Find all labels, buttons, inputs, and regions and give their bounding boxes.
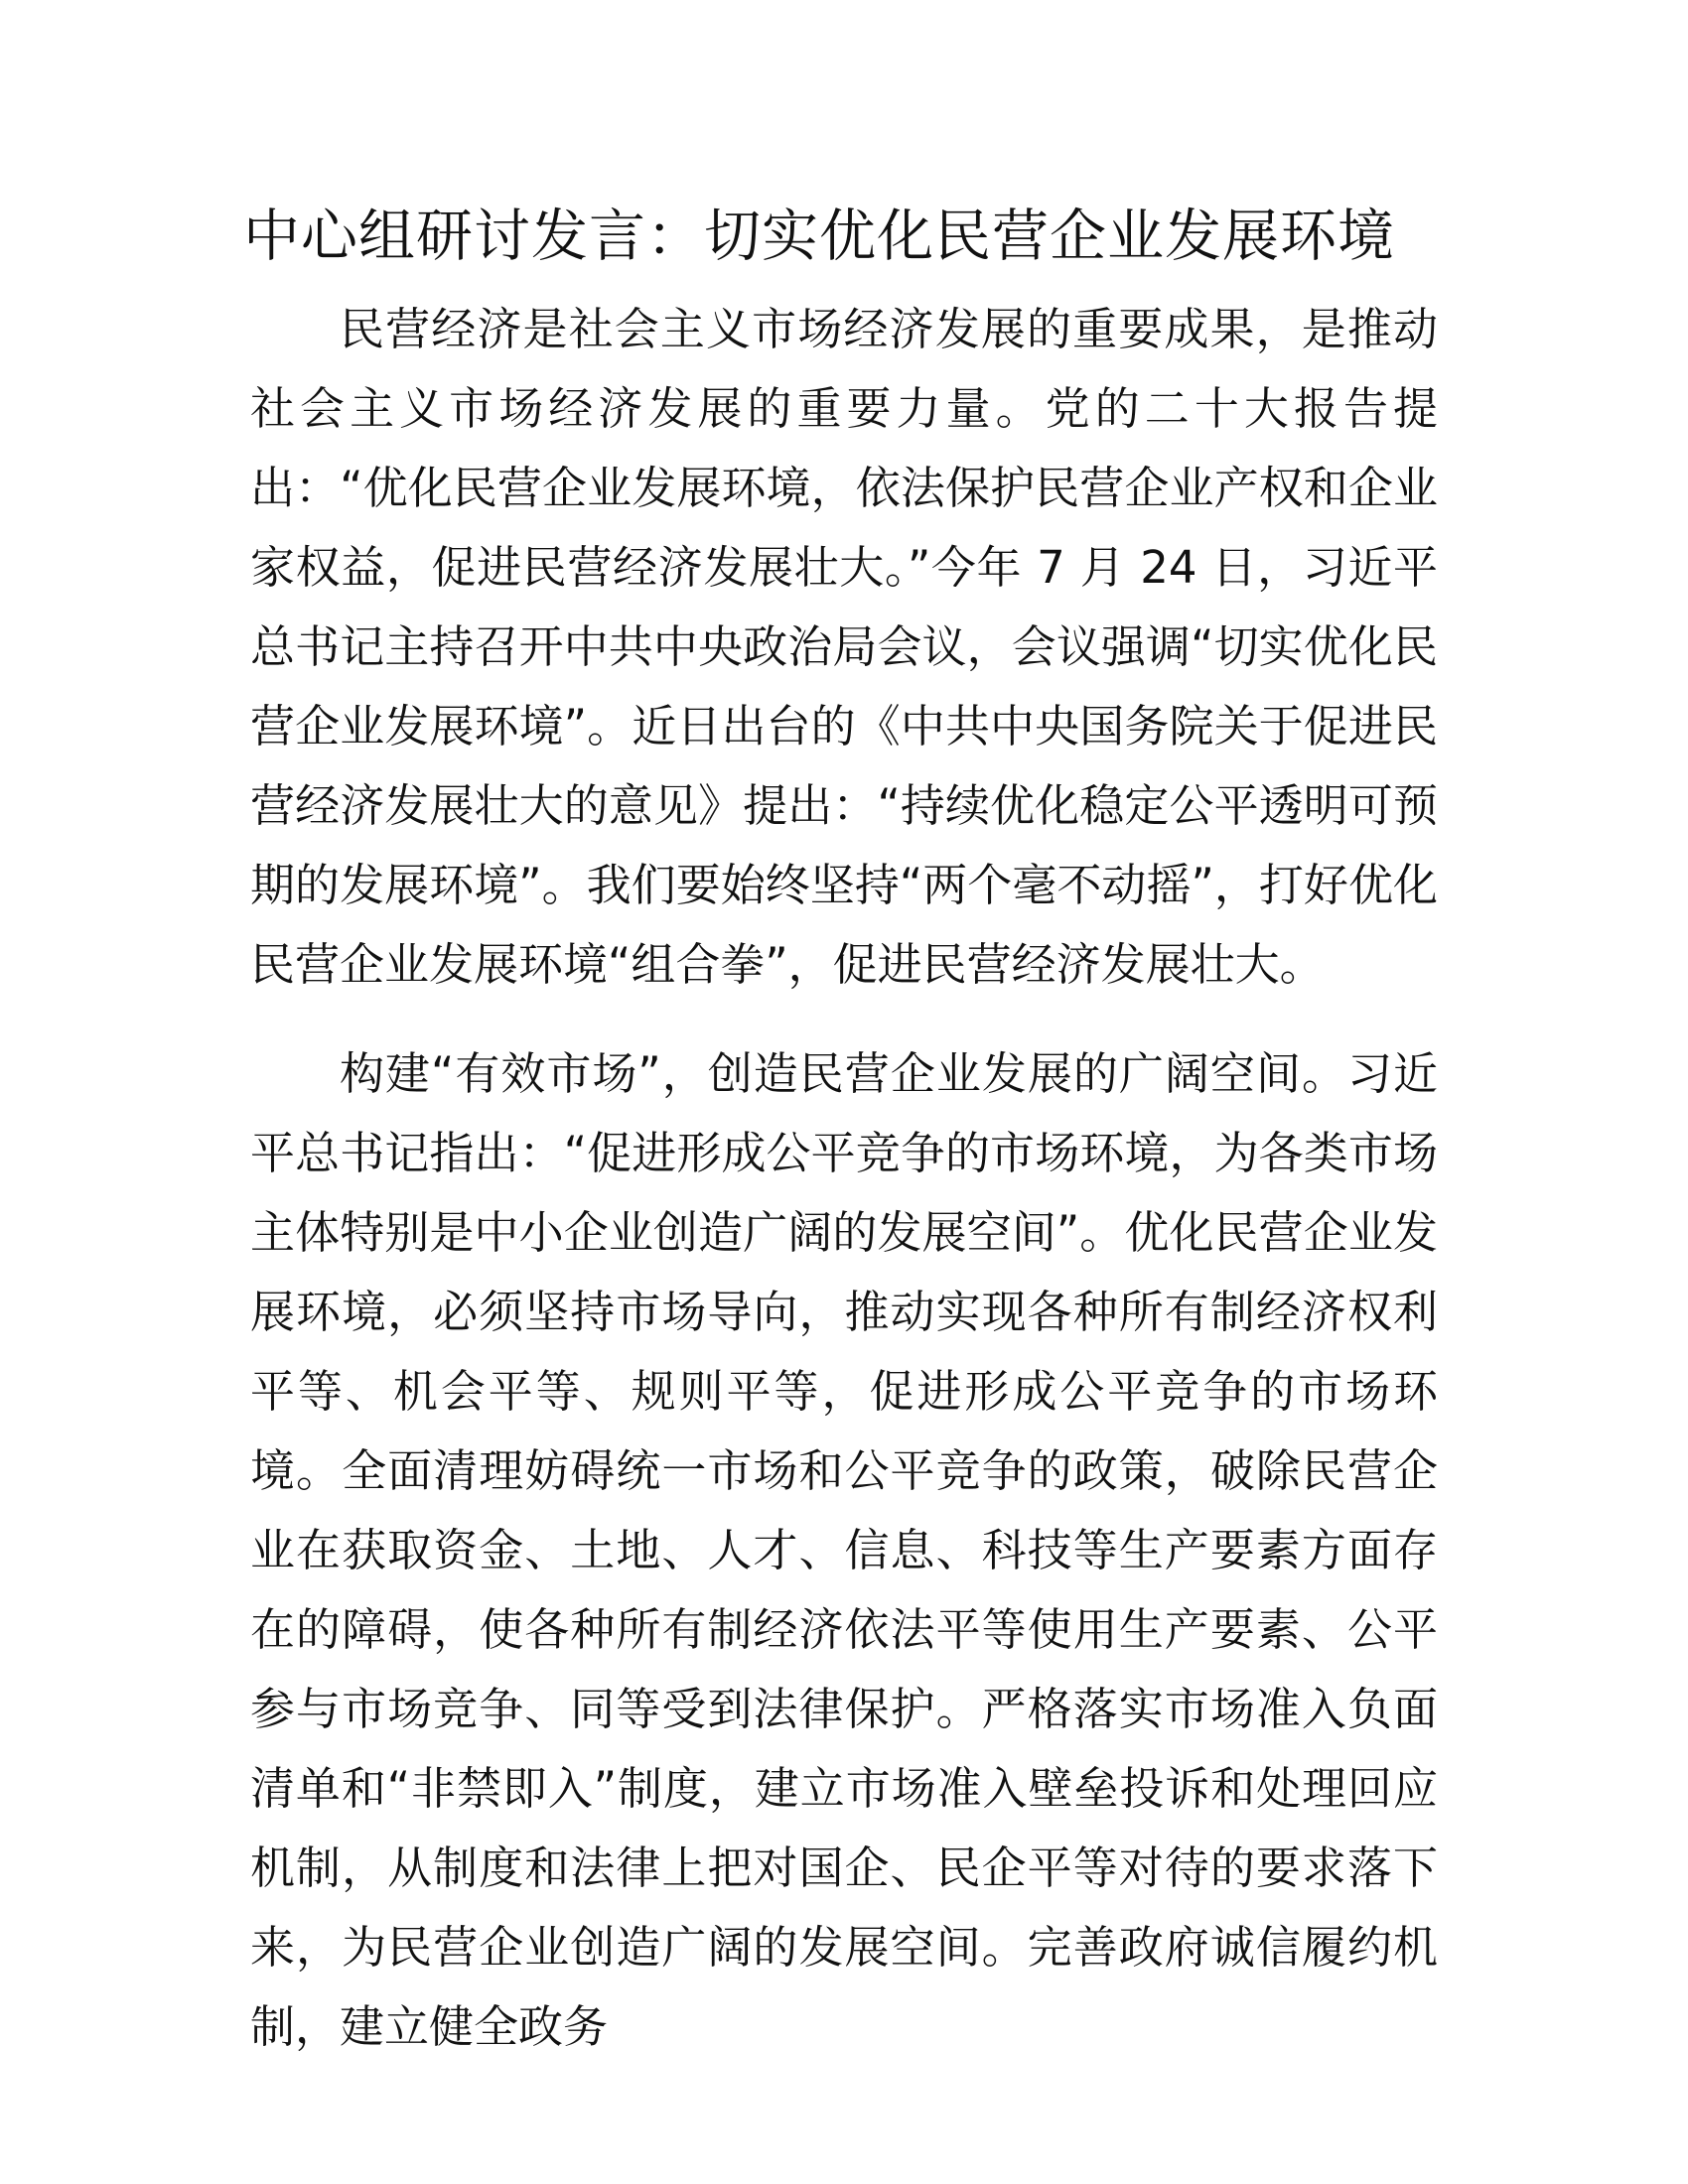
paragraph-effective-market: 构建“有效市场”，创造民营企业发展的广阔空间。习近平总书记指出：“促进形成公平竞争的市场环境，为各类市场主体特别是中小企业创造广阔的发展空间”。优化民营企业发展环境，必须坚持市场导向，推动实现各种所有制经济权利平等、机会平等、规则平等，促进形成公平竞争的市场环境。全面清理妨碍统一市场和公平竞争的政策，破除民营企业在获取资金、土地、人才、信息、科技等生产要素方面存在的障碍，使各种所有制经济依法平等使用生产要素、公平参与市场竞争、同等受到法律保护。严格落实市场准入负面清单和“非禁即入”制度，建立市场准入壁垒投诉和处理回应机制，从制度和法律上把对国企、民企平等对待的要求落下来，为民营企业创造广阔的发展空间。完善政府诚信履约机制，建立健全政务: [250, 1047, 1438, 2053]
document-body: [250, 290, 1438, 2067]
paragraph-intro: 民营经济是社会主义市场经济发展的重要成果，是推动社会主义市场经济发展的重要力量。党的二十大报告提出：“优化民营企业发展环境，依法保护民营企业产权和企业家权益，促进民营经济发展壮大。”今年 7 月 24 日，习近平总书记主持召开中共中央政治局会议，会议强调“切实优化民营企业发展环境”。近日出台的《中共中央国务院关于促进民营经济发展壮大的意见》提出：“持续优化稳定公平透明可预期的发展环境”。我们要始终坚持“两个毫不动摇”，打好优化民营企业发展环境“组合拳”，促进民营经济发展壮大。: [250, 303, 1438, 991]
document-title: 中心组研讨发言：切实优化民营企业发展环境: [243, 204, 1395, 269]
